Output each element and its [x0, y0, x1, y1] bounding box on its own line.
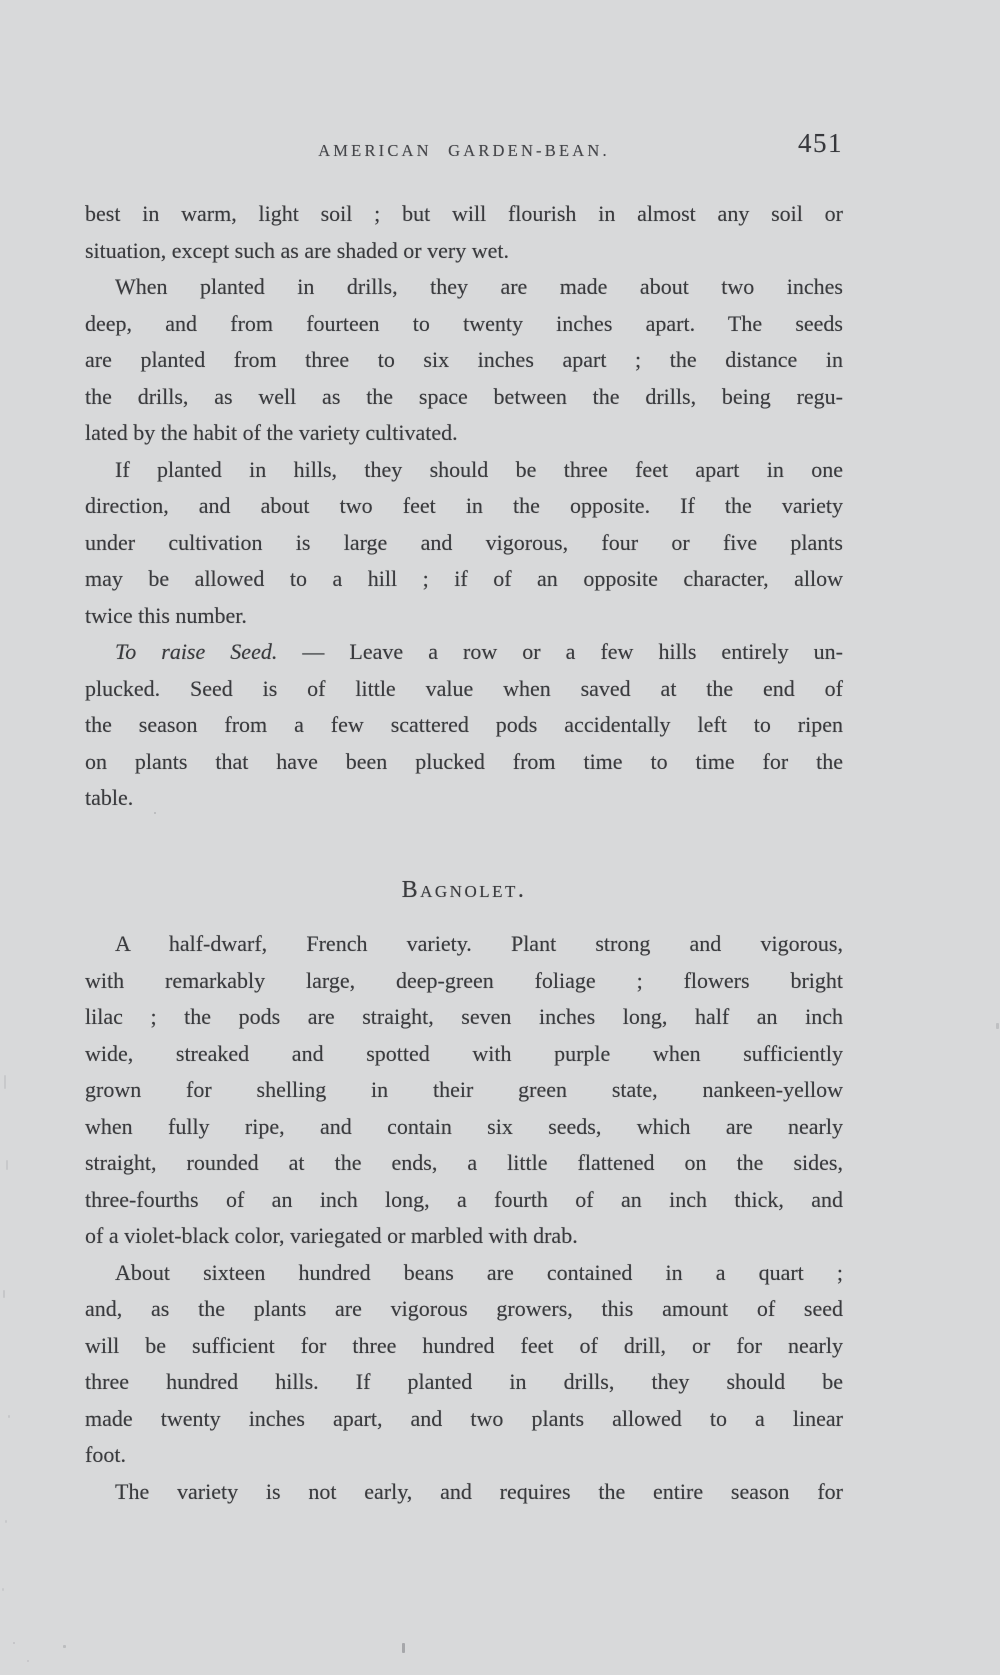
scan-artifact [4, 1075, 6, 1089]
scan-artifact [13, 1642, 15, 1644]
text-line: straight, rounded at the ends, a little flattened on the sides, [85, 1150, 843, 1175]
text-line: lated by the habit of the variety cultivated. [85, 420, 458, 445]
text-line: The variety is not early, and requires the entire season for [115, 1478, 843, 1504]
text-line: under cultivation is large and vigorous, four or five plants [85, 529, 843, 555]
text-line: direction, and about two feet in the opposite. If the variety [85, 493, 843, 518]
text-line: When planted in drills, they are made about two inches [115, 274, 843, 299]
text-line: the season from a few scattered pods accidentally left to ripen [85, 712, 843, 737]
text-line: three hundred hills. If planted in drills, they should be [85, 1369, 843, 1394]
text-line: with remarkably large, deep-green foliage ; flowers bright [85, 967, 843, 993]
section-heading-bagnolet: Bagnolet. [401, 876, 527, 903]
scan-artifact [6, 1160, 8, 1170]
text-line: will be sufficient for three hundred feet of drill, or for nearly [85, 1332, 843, 1358]
text-line: wide, streaked and spotted with purple when sufficiently [85, 1040, 843, 1066]
text-line: when fully ripe, and contain six seeds, which are nearly [85, 1113, 843, 1139]
text-line [85, 634, 843, 671]
scan-artifact [5, 1520, 7, 1523]
text-line: are planted from three to six inches apart ; the distance in [85, 347, 843, 372]
text-line: three-fourths of an inch long, a fourth of an inch thick, and [85, 1186, 843, 1212]
text-line: best in warm, light soil ; but will flourish in almost any soil or [85, 201, 843, 226]
text-line: made twenty inches apart, and two plants allowed to a linear [85, 1405, 843, 1431]
scan-artifact [2, 1588, 4, 1591]
scan-artifact [3, 1290, 5, 1298]
lead-rest: — Leave a row or a few hills entirely un- [277, 639, 843, 664]
text-line: foot. [85, 1442, 126, 1467]
scan-artifact [8, 1415, 10, 1418]
text-line: plucked. Seed is of little value when saved at the end of [85, 675, 843, 701]
text-line: deep, and from fourteen to twenty inches apart. The seeds [85, 310, 843, 336]
page-number: 451 [798, 128, 843, 158]
text-line: About sixteen hundred beans are contained in a quart ; [115, 1259, 843, 1285]
text-line: table. [85, 785, 134, 810]
text-line: If planted in hills, they should be three feet apart in one [115, 456, 843, 482]
scan-artifact [27, 1660, 29, 1662]
scan-artifact [154, 812, 156, 814]
running-header-title: AMERICAN GARDEN-BEAN. [318, 141, 610, 160]
scan-artifact [996, 1023, 999, 1029]
text-line: situation, except such as are shaded or very wet. [85, 237, 509, 263]
text-line: A half-dwarf, French variety. Plant strong and vigorous, [115, 931, 843, 956]
text-line: may be allowed to a hill ; if of an opposite character, allow [85, 566, 843, 591]
text-line: twice this number. [85, 602, 247, 628]
text-line: grown for shelling in their green state, nankeen-yellow [85, 1077, 843, 1102]
scan-artifact [63, 1645, 66, 1648]
text-line: and, as the plants are vigorous growers, this amount of seed [85, 1296, 843, 1321]
italic-lead: To raise Seed. [115, 639, 278, 664]
text-line: on plants that have been plucked from time to time for the [85, 748, 843, 774]
text-line: lilac ; the pods are straight, seven inches long, half an inch [85, 1004, 843, 1029]
page-body [85, 196, 843, 1510]
text-line: the drills, as well as the space between the drills, being regu- [85, 383, 843, 409]
scan-artifact [402, 1643, 405, 1653]
text-line: of a violet-black color, variegated or marbled with drab. [85, 1223, 578, 1248]
